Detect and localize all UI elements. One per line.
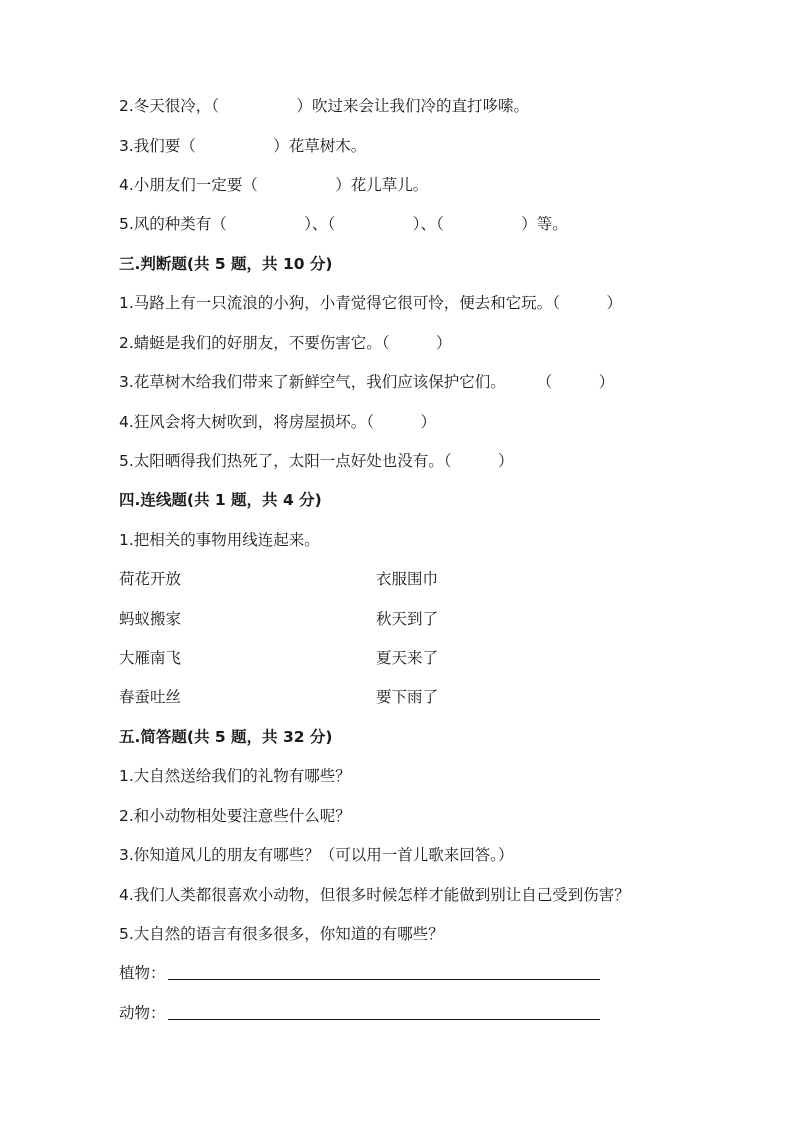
- answer-label-animals: 动物：: [119, 1004, 166, 1022]
- matching-right-item: 夏天来了: [376, 649, 439, 667]
- matching-left-item: 蚂蚁搬家: [119, 610, 182, 628]
- judge-item-2: 2.蜻蜓是我们的好朋友，不要伤害它。（ ）: [119, 334, 452, 352]
- judge-item-5: 5.太阳晒得我们热死了，太阳一点好处也没有。（ ）: [119, 452, 514, 470]
- short-answer-item-1: 1.大自然送给我们的礼物有哪些？: [119, 767, 351, 785]
- answer-line-plants[interactable]: [168, 979, 600, 980]
- short-answer-section-heading: 五.简答题(共 5 题，共 32 分): [119, 728, 333, 746]
- matching-right-item: 要下雨了: [376, 688, 439, 706]
- fill-blank-item-5: 5.风的种类有（ ）、（ ）、（ ）等。: [119, 215, 568, 233]
- matching-question: 1.把相关的事物用线连起来。: [119, 531, 320, 549]
- fill-blank-item-2: 2.冬天很冷，（ ）吹过来会让我们冷的直打哆嗦。: [119, 97, 530, 115]
- judge-item-1: 1.马路上有一只流浪的小狗，小青觉得它很可怜，便去和它玩。（ ）: [119, 294, 623, 312]
- matching-left-item: 荷花开放: [119, 570, 182, 588]
- short-answer-item-5: 5.大自然的语言有很多很多，你知道的有哪些？: [119, 925, 444, 943]
- judge-item-3: 3.花草树木给我们带来了新鲜空气，我们应该保护它们。 （ ）: [119, 373, 615, 391]
- matching-left-item: 春蚕吐丝: [119, 688, 182, 706]
- answer-label-plants: 植物：: [119, 964, 166, 982]
- fill-blank-item-4: 4.小朋友们一定要（ ）花儿草儿。: [119, 176, 429, 194]
- matching-section-heading: 四.连线题(共 1 题，共 4 分): [119, 491, 322, 509]
- short-answer-item-2: 2.和小动物相处要注意些什么呢？: [119, 807, 351, 825]
- short-answer-item-4: 4.我们人类都很喜欢小动物，但很多时候怎样才能做到别让自己受到伤害？: [119, 886, 630, 904]
- short-answer-item-3: 3.你知道风儿的朋友有哪些？（可以用一首儿歌来回答。）: [119, 846, 514, 864]
- matching-left-item: 大雁南飞: [119, 649, 182, 667]
- matching-right-item: 衣服围巾: [376, 570, 439, 588]
- matching-right-item: 秋天到了: [376, 610, 439, 628]
- judge-section-heading: 三.判断题(共 5 题，共 10 分): [119, 255, 333, 273]
- fill-blank-item-3: 3.我们要（ ）花草树木。: [119, 137, 367, 155]
- judge-item-4: 4.狂风会将大树吹到，将房屋损坏。（ ）: [119, 413, 437, 431]
- answer-line-animals[interactable]: [168, 1019, 600, 1020]
